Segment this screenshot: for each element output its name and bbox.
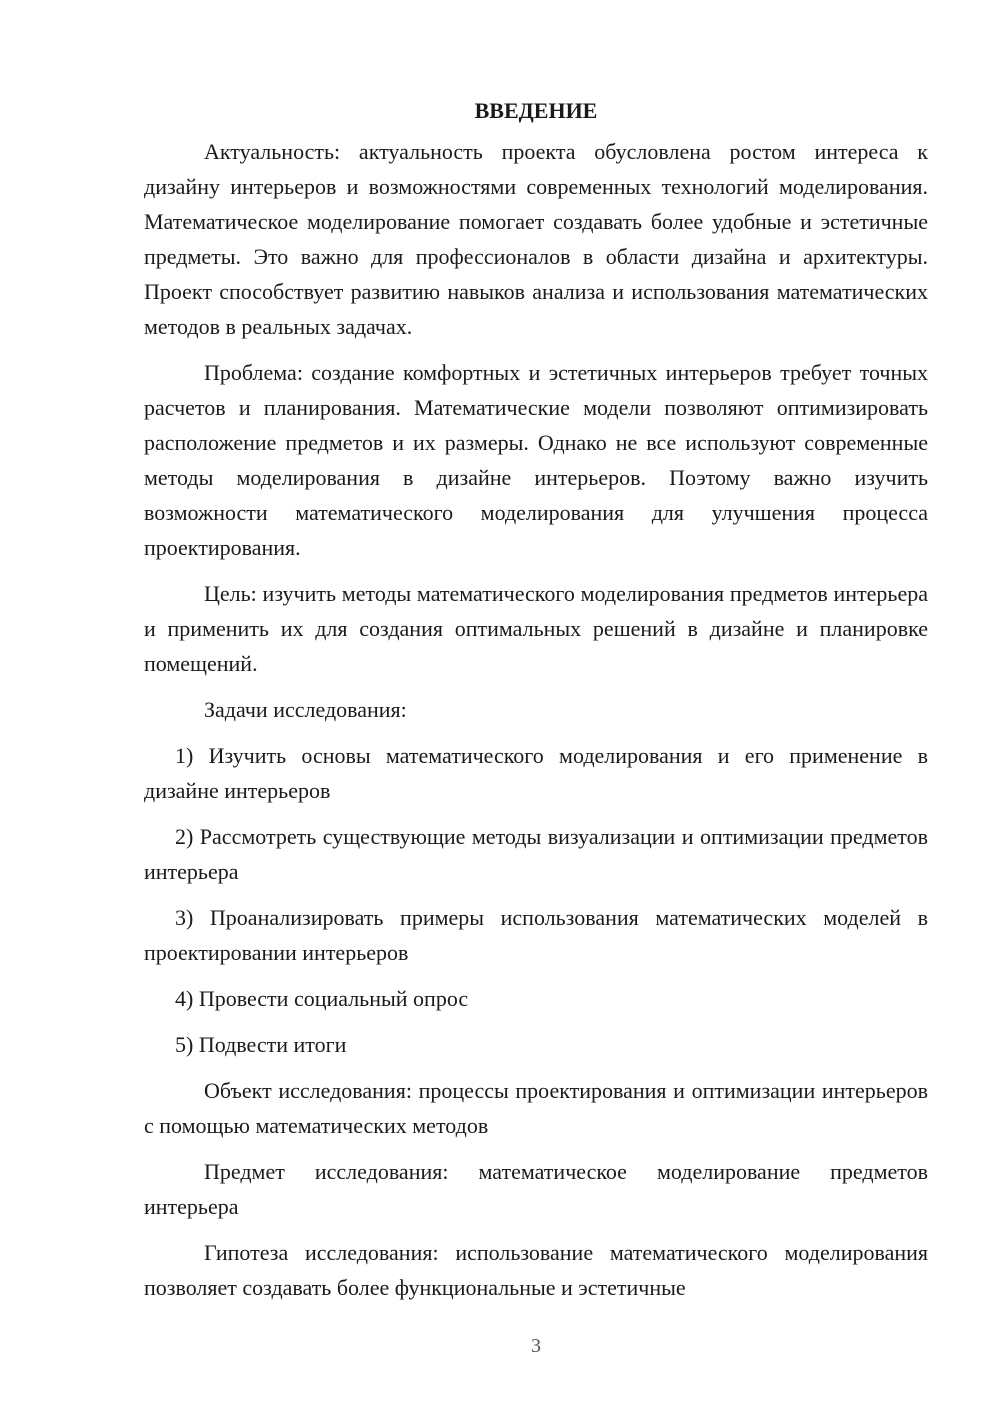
page-number: 3 bbox=[531, 1335, 541, 1357]
hypothesis-paragraph: Гипотеза исследования: использование математического моделирования позволяет создавать более функциональные и эстетичные bbox=[144, 1240, 928, 1300]
task-item-1: 1) Изучить основы математического моделирования и его применение в дизайне интерьеров bbox=[144, 743, 928, 803]
task-item-4: 4) Провести социальный опрос bbox=[175, 986, 469, 1011]
task-item-2: 2) Рассмотреть существующие методы визуализации и оптимизации предметов интерьера bbox=[144, 824, 928, 884]
document-page bbox=[144, 96, 928, 1316]
task-item-3: 3) Проанализировать примеры использования математических моделей в проектировании интерьеров bbox=[144, 905, 928, 965]
page-title: ВВЕДЕНИЕ bbox=[474, 98, 598, 123]
task-item-5: 5) Подвести итоги bbox=[175, 1032, 347, 1057]
subject-paragraph: Предмет исследования: математическое моделирование предметов интерьера bbox=[144, 1159, 928, 1219]
tasks-heading: Задачи исследования: bbox=[204, 697, 407, 722]
goal-paragraph: Цель: изучить методы математического моделирования предметов интерьера и применить их для создания оптимальных решений в дизайне и планировке помещений. bbox=[144, 581, 928, 676]
relevance-paragraph: Актуальность: актуальность проекта обусловлена ростом интереса к дизайну интерьеров и возможностями современных технологий моделирования. Математическое моделирование помогает создавать более удобные и эстетичные предметы. Это важно для профессионалов в области дизайна и архитектуры. Проект способствует развитию навыков анализа и использования математических методов в реальных задачах. bbox=[144, 139, 928, 339]
object-paragraph: Объект исследования: процессы проектирования и оптимизации интерьеров с помощью математических методов bbox=[144, 1078, 928, 1138]
problem-paragraph: Проблема: создание комфортных и эстетичных интерьеров требует точных расчетов и планирования. Математические модели позволяют оптимизировать расположение предметов и их размеры. Однако не все используют современные методы моделирования в дизайне интерьеров. Поэтому важно изучить возможности математического моделирования для улучшения процесса проектирования. bbox=[144, 360, 928, 560]
